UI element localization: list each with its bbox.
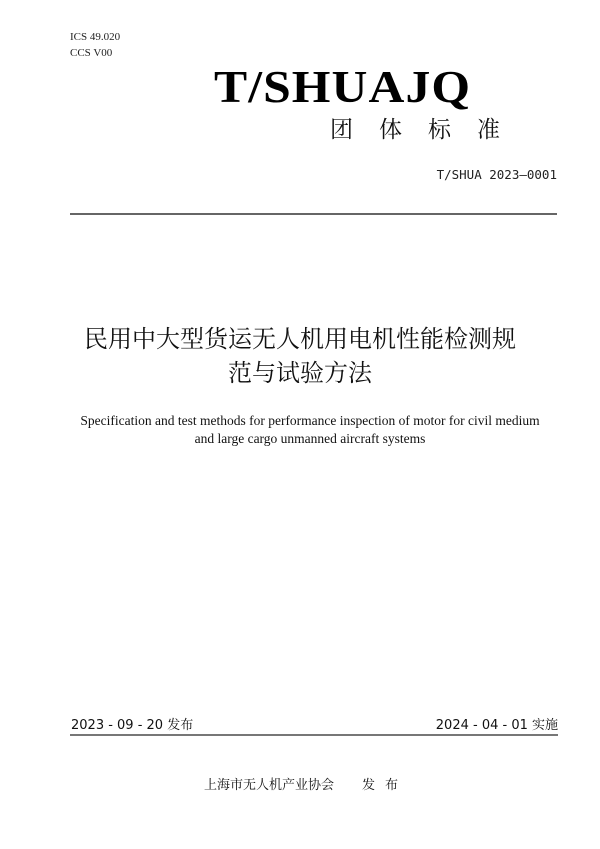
title-english [40, 412, 580, 448]
bottom-divider [70, 734, 558, 736]
title-chinese-line1: 民用中大型货运无人机用电机性能检测规 [84, 325, 516, 353]
classification-codes [70, 29, 120, 61]
title-english-line1: Specification and test methods for performance inspection of motor for civil medium [80, 413, 540, 428]
title-chinese-line2: 范与试验方法 [228, 359, 372, 387]
title-english-line2: and large cargo unmanned aircraft systems [194, 431, 426, 446]
issuer [204, 774, 408, 793]
title-chinese [40, 322, 560, 390]
standard-number: T/SHUA 2023—0001 [436, 167, 557, 182]
ccs-code: CCS V00 [70, 47, 113, 59]
top-divider [70, 213, 557, 215]
publish-date: 2023 - 09 - 20 发布 [71, 718, 194, 733]
issuer-action: 发布 [362, 778, 409, 793]
standard-brand-code: T/SHUAJQ [214, 61, 472, 112]
standard-category: 团体标准 [330, 117, 526, 143]
ics-code: ICS 49.020 [70, 31, 121, 43]
implement-date: 2024 - 04 - 01 实施 [435, 718, 558, 733]
issuer-organization: 上海市无人机产业协会 [204, 778, 335, 793]
